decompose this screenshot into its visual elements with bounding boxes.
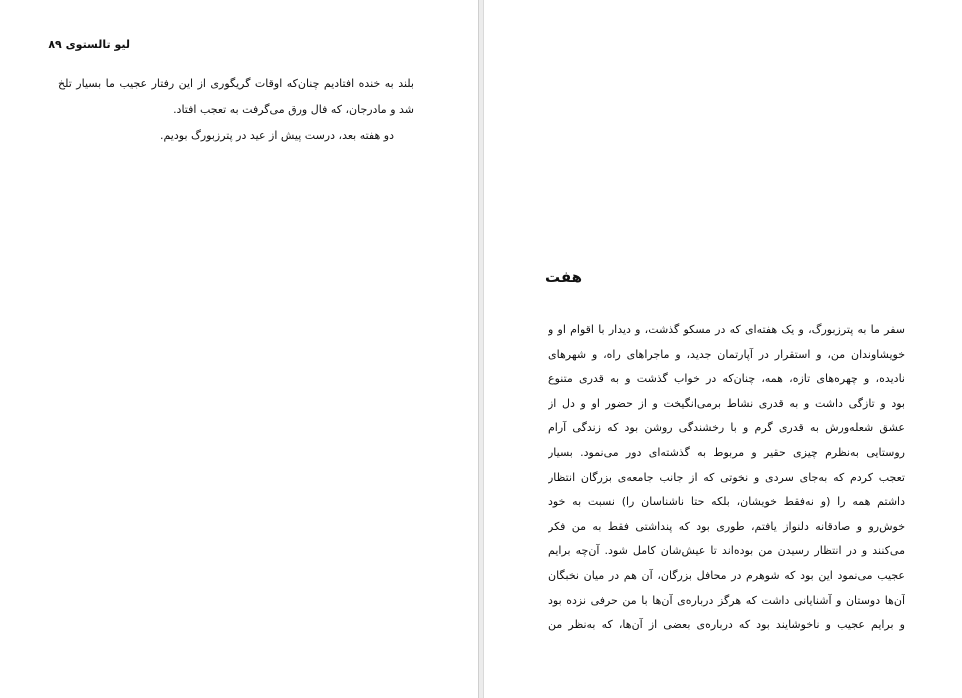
left-page-body: [58, 71, 414, 149]
left-paragraph-2: دو هفته بعد، درست پیش از عید در پترزبورگ بودیم.: [159, 129, 394, 142]
body-line: عجیب می‌نمود این بود که شوهرم در محافل بزرگان، آن هم در میان نخبگان: [548, 568, 905, 582]
left-page: [0, 0, 478, 698]
running-header: [48, 38, 130, 51]
body-line: آن‌ها دوستان و آشنایانی داشت که هرگز درباره‌ی آن‌ها با من حرفی نزده بود: [548, 593, 905, 607]
body-line: عشق شعله‌ورش به قدری گرم و با رخشندگی روشن بود که زندگی آرام: [548, 421, 905, 435]
body-line: داشتم همه را (و نه‌فقط خویشان، بلکه حتا ناشناسان را) نسبت به خود: [548, 495, 905, 509]
chapter-title-text: هفت: [545, 268, 583, 286]
body-line: خوش‌رو و صادقانه دلنواز یافتم، طوری بود که پنداشتی فقط به من فکر: [548, 519, 905, 533]
header-page-number: ۸۹: [48, 38, 62, 51]
body-line: بود و تازگی داشت و به قدری نشاط برمی‌انگیخت و از حضور او و دل از: [548, 396, 905, 410]
body-line: تعجب کردم که به‌جای سردی و نخوتی که از جانب جامعه‌ی بزرگان انتظار: [548, 470, 905, 484]
chapter-title: [545, 268, 905, 286]
body-line: و برایم عجیب و ناخوشایند بود که درباره‌ی بعضی از آن‌ها، که به‌نظر من: [548, 618, 905, 632]
body-line: روستایی به‌نظرم چیزی حقیر و مربوط به گذشته‌ای دور می‌نمود. بسیار: [548, 445, 905, 459]
header-author: لیو تالستوی: [65, 38, 130, 51]
body-line: نادیده، و چهره‌های تازه، همه، چنان‌که در خواب گذشت و به قدری متنوع: [548, 372, 905, 386]
right-page-body: [548, 318, 905, 638]
body-line: می‌کنند و در انتظار رسیدن من بوده‌اند تا عیش‌شان کامل شود. آن‌چه برایم: [548, 544, 905, 558]
body-line: خویشاوندان من، و استقرار در آپارتمان جدید، و ماجراهای راه، و شهرهای: [548, 347, 905, 361]
body-line: سفر ما به پترزبورگ، و یک هفته‌ای که در مسکو گذشت، و دیدار با اقوام او و: [548, 323, 905, 336]
left-paragraph-1: بلند به خنده افتادیم چنان‌که اوقات گریگوری از این رفتار عجیب ما بسیار تلخ شد و مادرجان، که فال ورق می‌گرفت به تعجب افتاد.: [58, 77, 414, 116]
